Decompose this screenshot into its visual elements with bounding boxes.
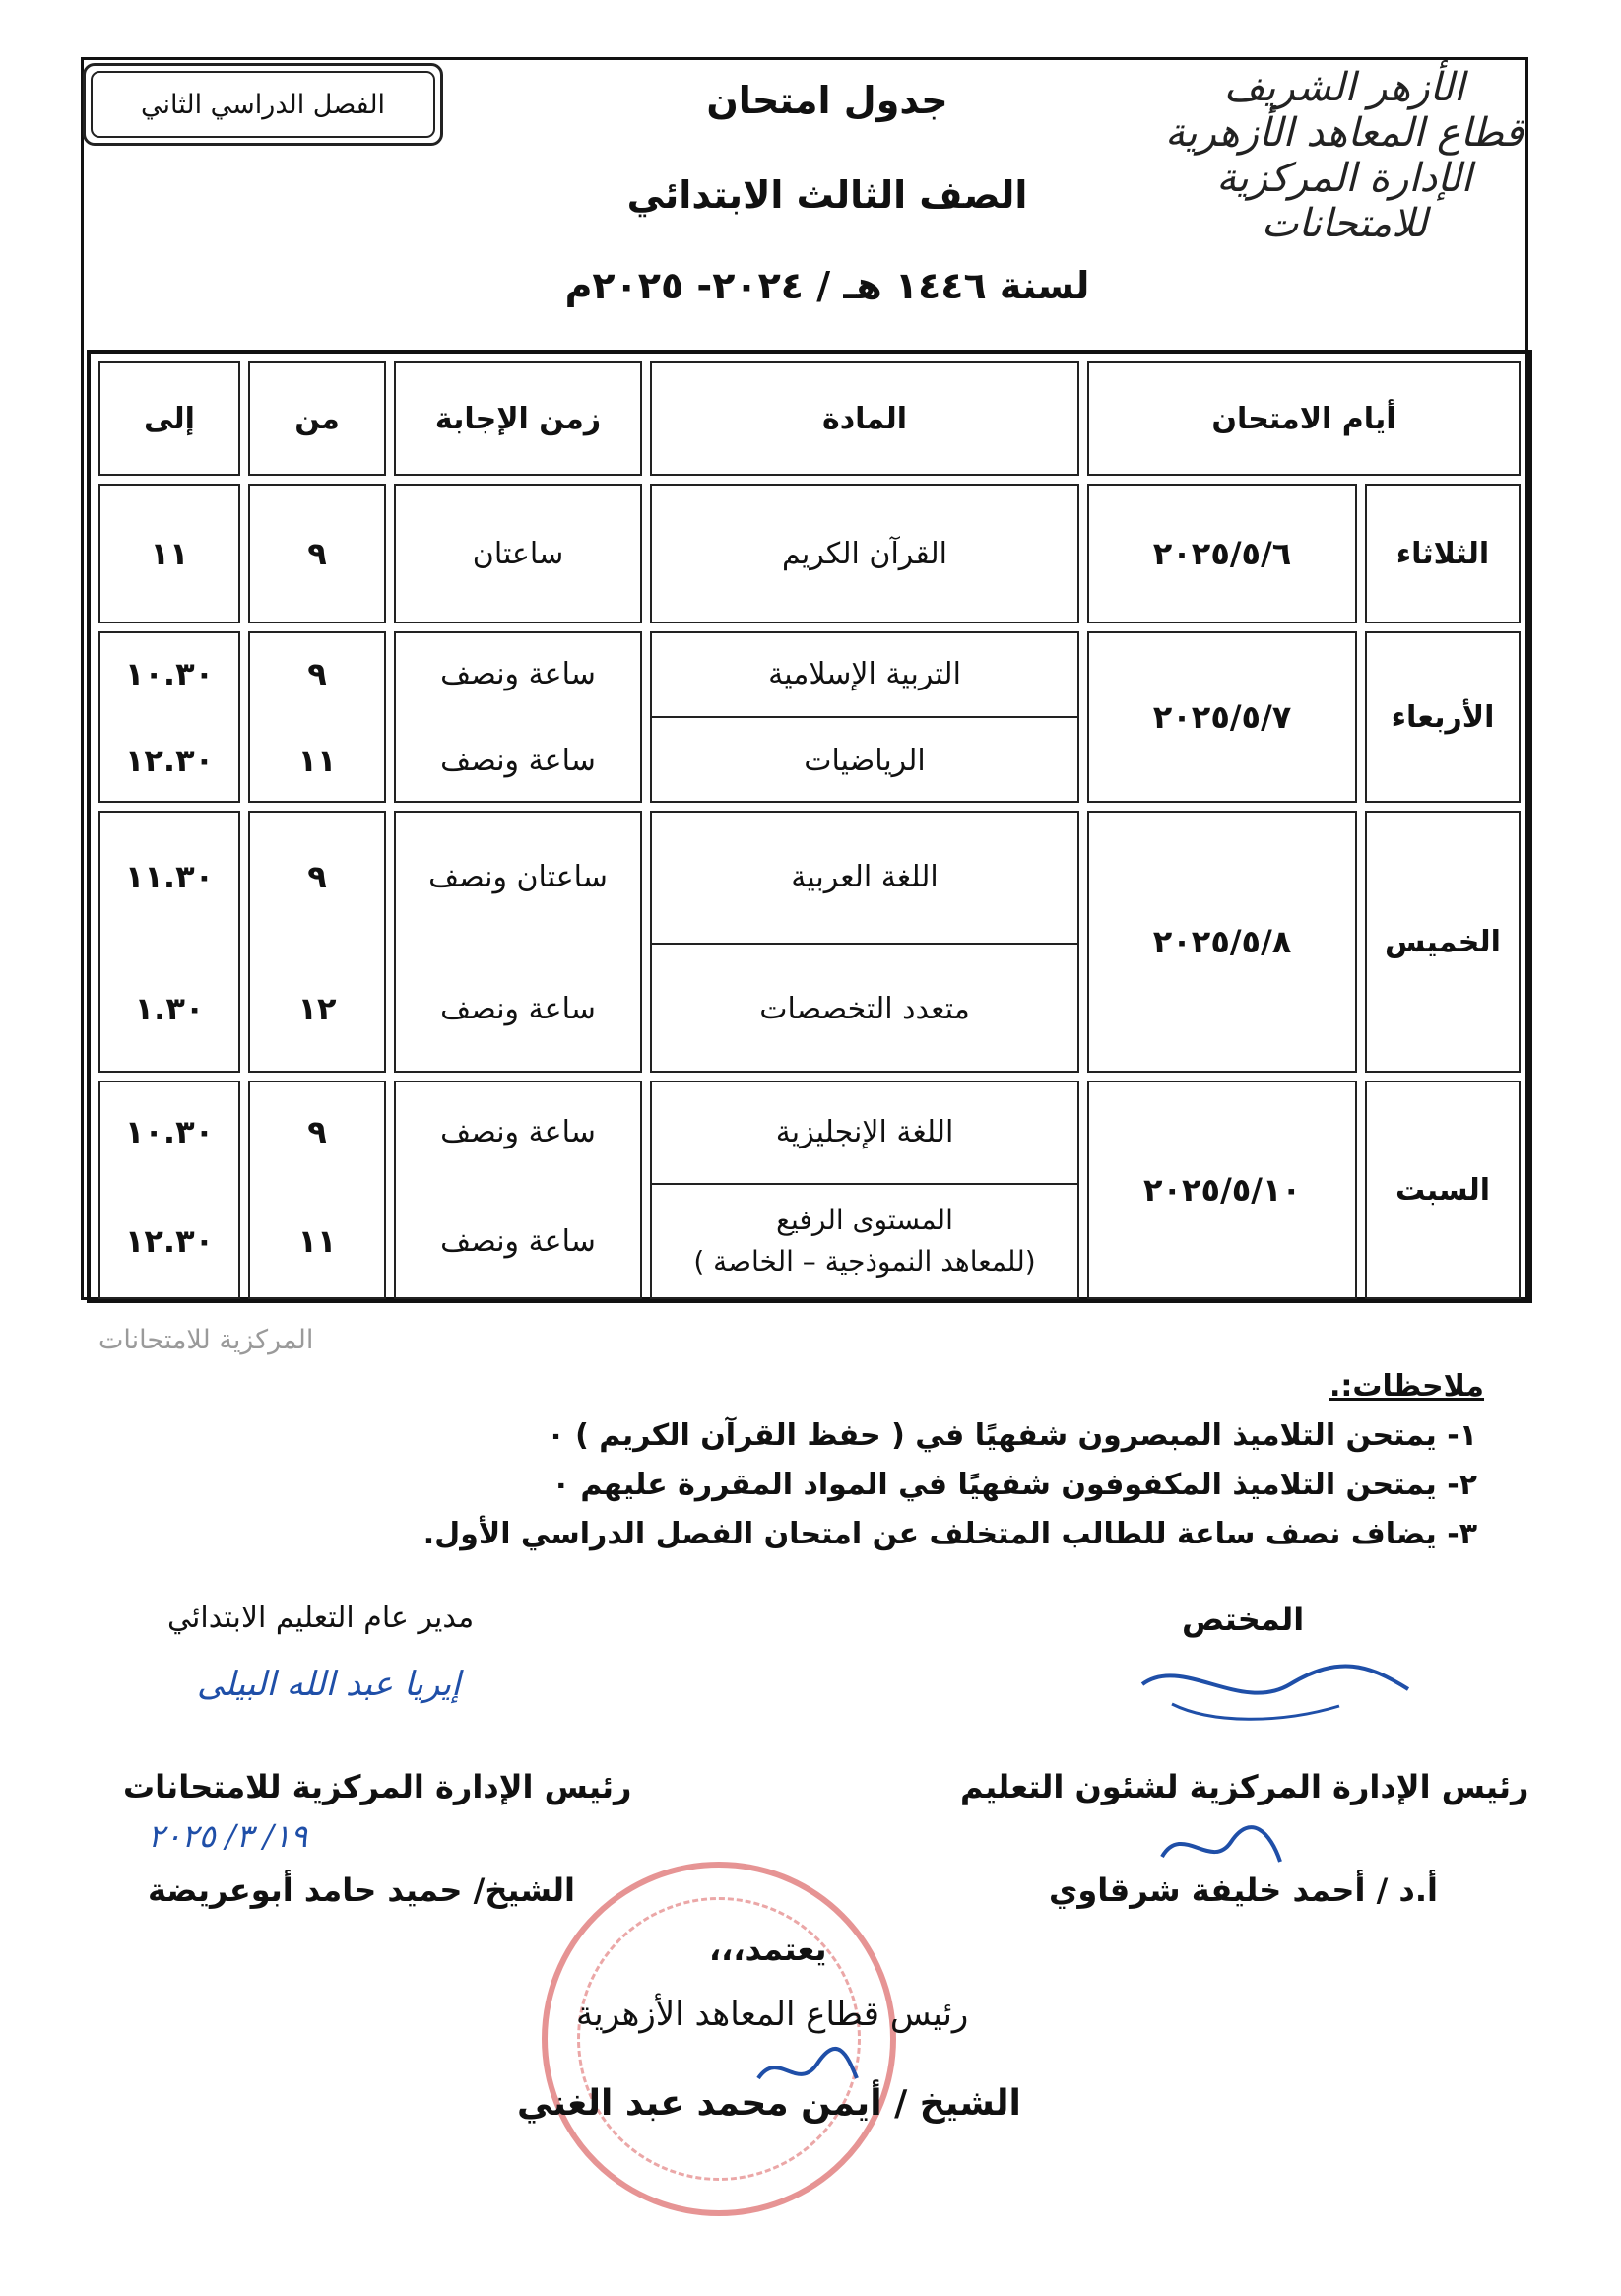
subject-cell: متعدد التخصصات — [759, 991, 970, 1026]
duration-cell: ساعة ونصف — [440, 1223, 596, 1259]
approve-label: يعتمد،،، — [709, 1931, 827, 1968]
subject-line-2: (للمعاهد النموذجية – الخاصة ) — [693, 1245, 1036, 1278]
from-cell: ٩ — [307, 655, 327, 692]
duration-cell: ساعة ونصف — [440, 991, 596, 1026]
specialist-signature — [1123, 1645, 1418, 1734]
semester-label: الفصل الدراسي الثاني — [91, 71, 435, 138]
duration-cell: ساعة ونصف — [440, 656, 596, 691]
subject-cell: اللغة العربية — [791, 859, 939, 894]
day-thursday: الخميس — [1365, 811, 1521, 1073]
day-wednesday: الأربعاء — [1365, 631, 1521, 803]
subject-line-1: المستوى الرفيع — [776, 1204, 953, 1236]
header-to: إلى — [98, 361, 240, 476]
subject-cell: اللغة الإنجليزية — [775, 1114, 954, 1149]
to-cell: ١٠.٣٠ — [124, 655, 215, 692]
semester-box — [83, 63, 443, 146]
subject-cell: القرآن الكريم — [650, 484, 1079, 623]
from-cell: ٩ — [307, 858, 327, 895]
to-cell: ١٢.٣٠ — [124, 1222, 215, 1260]
date-saturday: ٢٠٢٥/٥/١٠ — [1087, 1081, 1357, 1299]
row-divider — [650, 1183, 1079, 1185]
logo-line-3: الإدارة المركزية للامتحانات — [1216, 156, 1472, 246]
day-tuesday: الثلاثاء — [1365, 484, 1521, 623]
from-cell: ٩ — [307, 1113, 327, 1150]
page-title: جدول امتحان — [706, 79, 948, 122]
to-cell: ١.٣٠ — [134, 990, 205, 1027]
logo-line-1: الأزهر الشريف — [1223, 65, 1465, 110]
year-title: لسنة ١٤٤٦ هـ / ٢٠٢٤- ٢٠٢٥م — [564, 264, 1090, 307]
head-exams-date: ١٩/ ٣/ ٢٠٢٥ — [148, 1817, 308, 1855]
from-cell: ١١ — [297, 1222, 337, 1260]
subject-cell-multiline — [650, 1187, 1079, 1295]
date-thursday: ٢٠٢٥/٥/٨ — [1087, 811, 1357, 1073]
duration-cell: ساعتان ونصف — [428, 859, 608, 894]
sector-head-name: الشيخ / أيمن محمد عبد الغني — [517, 2083, 1021, 2124]
director-label: مدير عام التعليم الابتدائي — [167, 1601, 475, 1635]
head-education-label: رئيس الإدارة المركزية لشئون التعليم — [960, 1768, 1529, 1805]
watermark-text: المركزية للامتحانات — [98, 1325, 314, 1355]
from-cell: ١٢ — [297, 990, 337, 1027]
to-cell: ١٠.٣٠ — [124, 1113, 215, 1150]
specialist-label: المختص — [1182, 1601, 1305, 1638]
head-education-name: أ.د / أحمد خليفة شرقاوي — [1049, 1871, 1438, 1909]
duration-cell: ساعة ونصف — [440, 743, 596, 778]
subject-cell: التربية الإسلامية — [768, 656, 961, 691]
subject-cell: الرياضيات — [804, 743, 926, 778]
notes-heading: ملاحظات:. — [1329, 1369, 1485, 1404]
note-item: ١- يمتحن التلاميذ المبصرون شفهيًا في ( حفظ القرآن الكريم ) ٠ — [547, 1418, 1477, 1453]
from-cell: ٩ — [248, 484, 386, 623]
director-handwriting: إيريا عبد الله البيلى — [197, 1665, 461, 1704]
from-cell: ١١ — [297, 742, 337, 779]
exam-table — [87, 350, 1532, 1303]
grade-title: الصف الثالث الابتدائي — [626, 173, 1028, 217]
header-from: من — [248, 361, 386, 476]
date-wednesday: ٢٠٢٥/٥/٧ — [1087, 631, 1357, 803]
to-cell: ١٢.٣٠ — [124, 742, 215, 779]
logo-line-2: قطاع المعاهد الأزهرية — [1165, 110, 1524, 156]
to-cell: ١١ — [98, 484, 240, 623]
head-exams-name: الشيخ/ حميد حامد أبوعريضة — [148, 1871, 575, 1909]
date-tuesday: ٢٠٢٥/٥/٦ — [1087, 484, 1357, 623]
header-days: أيام الامتحان — [1087, 361, 1521, 476]
duration-cell: ساعتان — [394, 484, 642, 623]
sector-head-label: رئيس قطاع المعاهد الأزهرية — [576, 1995, 969, 2034]
note-item: ٣- يضاف نصف ساعة للطالب المتخلف عن امتحان الفصل الدراسي الأول. — [422, 1517, 1477, 1551]
head-exams-label: رئيس الإدارة المركزية للامتحانات — [123, 1768, 632, 1805]
header-subject: المادة — [650, 361, 1079, 476]
header-duration: زمن الإجابة — [394, 361, 642, 476]
to-cell: ١١.٣٠ — [124, 858, 215, 895]
day-saturday: السبت — [1365, 1081, 1521, 1299]
note-item: ٢- يمتحن التلاميذ المكفوفون شفهيًا في المواد المقررة عليهم ٠ — [551, 1468, 1477, 1502]
duration-cell: ساعة ونصف — [440, 1114, 596, 1149]
azhar-logo — [1157, 65, 1531, 246]
